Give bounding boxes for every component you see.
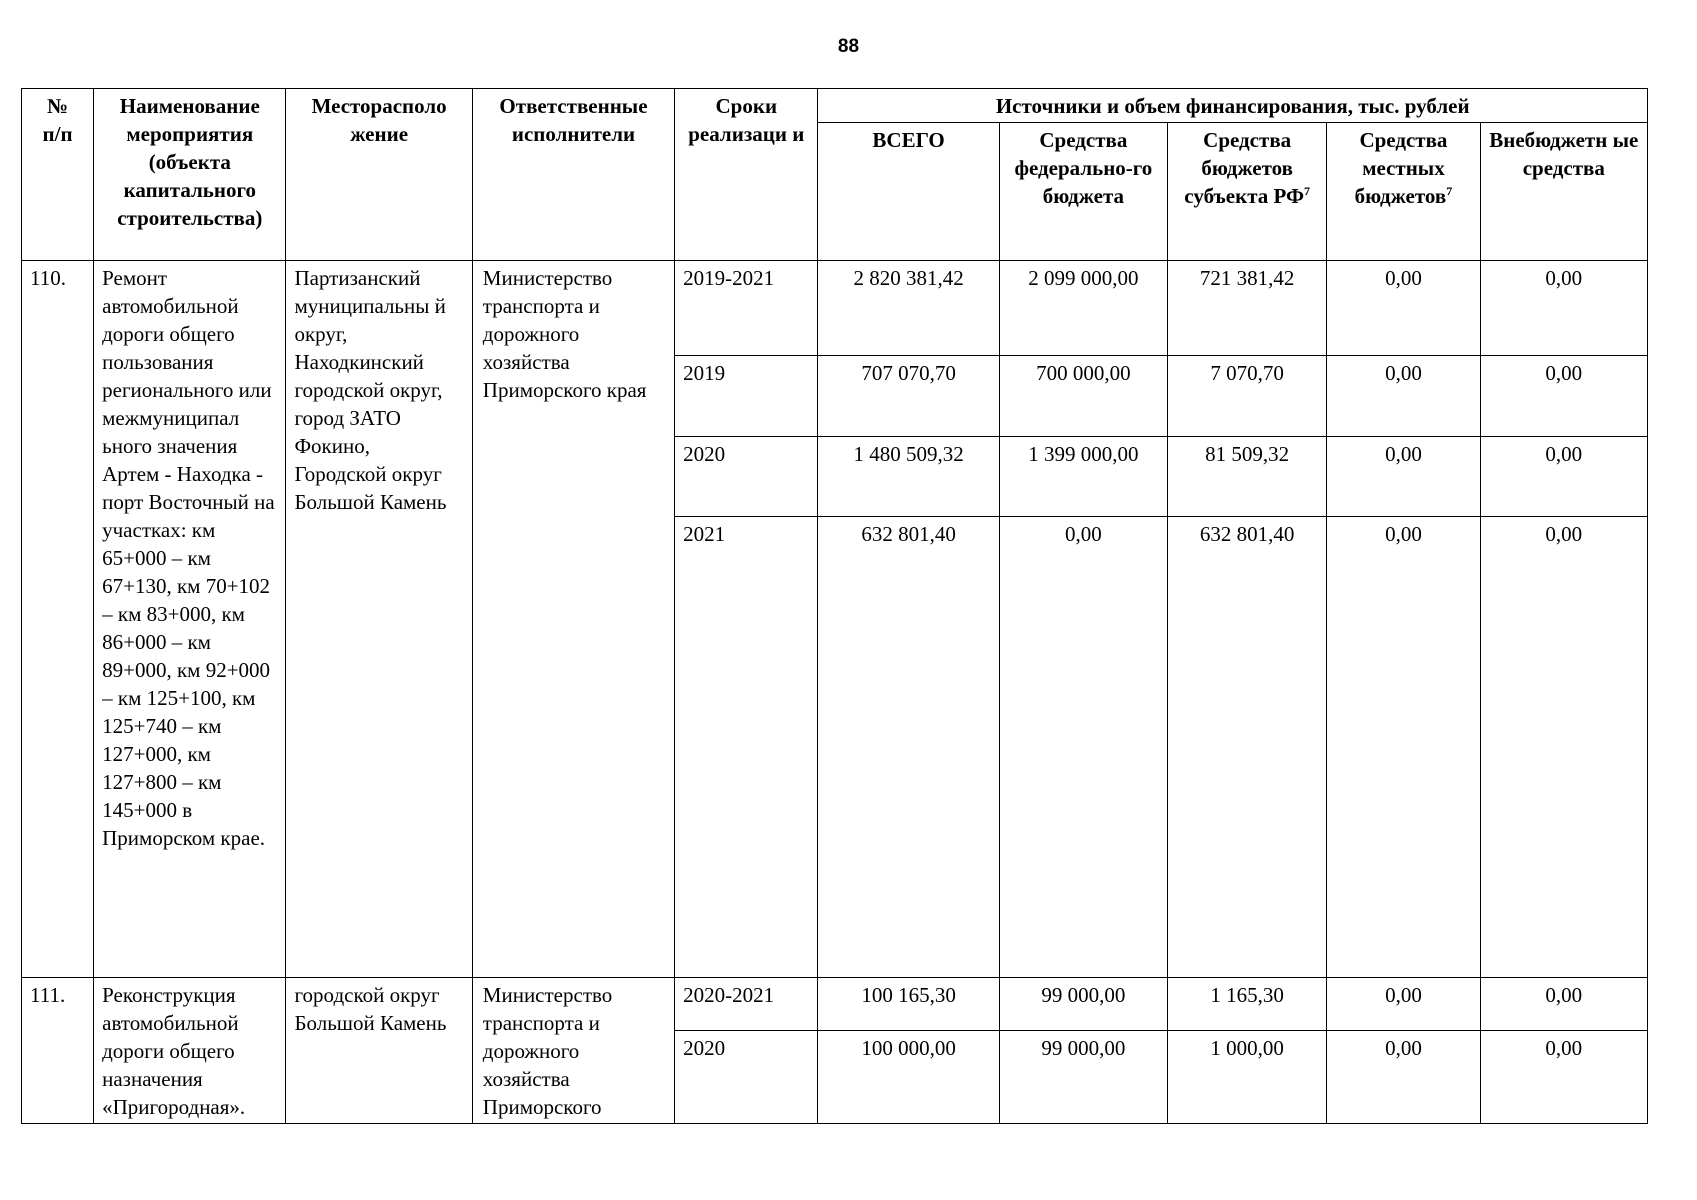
total-cell: 632 801,40: [818, 517, 999, 978]
item-location: Партизанский муниципальны й округ, Находкинский городской округ, город ЗАТО Фокино, Городской округ Большой Камень: [286, 261, 472, 978]
federal-cell: 2 099 000,00: [999, 261, 1167, 356]
extra-cell: 0,00: [1480, 1030, 1647, 1123]
subject-cell: 1 000,00: [1168, 1030, 1327, 1123]
local-cell: 0,00: [1327, 261, 1480, 356]
extra-cell: 0,00: [1480, 261, 1647, 356]
header-terms: Сроки реализаци и: [675, 89, 818, 261]
federal-cell: 700 000,00: [999, 356, 1167, 437]
total-cell: 100 000,00: [818, 1030, 999, 1123]
local-cell: 0,00: [1327, 517, 1480, 978]
period-cell: 2020-2021: [675, 978, 818, 1031]
period-cell: 2019: [675, 356, 818, 437]
item-location: городской округ Большой Камень: [286, 978, 472, 1124]
total-cell: 2 820 381,42: [818, 261, 999, 356]
header-num: № п/п: [22, 89, 94, 261]
period-cell: 2019-2021: [675, 261, 818, 356]
header-sources: Источники и объем финансирования, тыс. рублей: [818, 89, 1648, 123]
page-number: 88: [837, 36, 860, 57]
header-federal: Средства федерально-го бюджета: [999, 123, 1167, 261]
period-cell: 2020: [675, 1030, 818, 1123]
header-local: Средства местных бюджетов$^7$: [1327, 123, 1480, 261]
federal-cell: 1 399 000,00: [999, 437, 1167, 517]
item-num: 110.: [22, 261, 94, 978]
period-cell: 2021: [675, 517, 818, 978]
local-cell: 0,00: [1327, 978, 1480, 1031]
subject-cell: 1 165,30: [1168, 978, 1327, 1031]
header-executors: Ответственные исполнители: [472, 89, 674, 261]
extra-cell: 0,00: [1480, 437, 1647, 517]
total-cell: 1 480 509,32: [818, 437, 999, 517]
item-name: Ремонт автомобильной дороги общего пользования регионального или межмуниципал ьного значения Артем - Находка - порт Восточный на участках: км 65+000 – км 67+130, км 70+102 – км 83+000, км 86+000 – км 89+000, км 92+000 – км 125+100, км 125+740 – км 127+000, км 127+800 – км 145+000 в Приморском крае.: [94, 261, 286, 978]
local-cell: 0,00: [1327, 356, 1480, 437]
local-cell: 0,00: [1327, 1030, 1480, 1123]
item-num: 111.: [22, 978, 94, 1124]
extra-cell: 0,00: [1480, 517, 1647, 978]
table-row: [22, 261, 1648, 356]
header-row: [22, 89, 1648, 123]
header-subject: Средства бюджетов субъекта $РФ^7$: [1168, 123, 1327, 261]
extra-cell: 0,00: [1480, 356, 1647, 437]
total-cell: 707 070,70: [818, 356, 999, 437]
header-location: Месторасполо жение: [286, 89, 472, 261]
federal-cell: 99 000,00: [999, 978, 1167, 1031]
header-extra: Внебюджетн ые средства: [1480, 123, 1647, 261]
period-cell: 2020: [675, 437, 818, 517]
local-cell: 0,00: [1327, 437, 1480, 517]
federal-cell: 0,00: [999, 517, 1167, 978]
header-name: Наименование мероприятия (объекта капитального строительства): [94, 89, 286, 261]
total-cell: 100 165,30: [818, 978, 999, 1031]
header-total: ВСЕГО: [818, 123, 999, 261]
subject-cell: 7 070,70: [1168, 356, 1327, 437]
extra-cell: 0,00: [1480, 978, 1647, 1031]
table-row: [22, 978, 1648, 1031]
federal-cell: 99 000,00: [999, 1030, 1167, 1123]
financing-table: [21, 88, 1648, 1124]
subject-cell: 81 509,32: [1168, 437, 1327, 517]
item-executors: Министерство транспорта и дорожного хозяйства Приморского: [472, 978, 674, 1124]
subject-cell: 632 801,40: [1168, 517, 1327, 978]
item-name: Реконструкция автомобильной дороги общего назначения «Пригородная».: [94, 978, 286, 1124]
subject-cell: 721 381,42: [1168, 261, 1327, 356]
item-executors: Министерство транспорта и дорожного хозяйства Приморского края: [472, 261, 674, 978]
